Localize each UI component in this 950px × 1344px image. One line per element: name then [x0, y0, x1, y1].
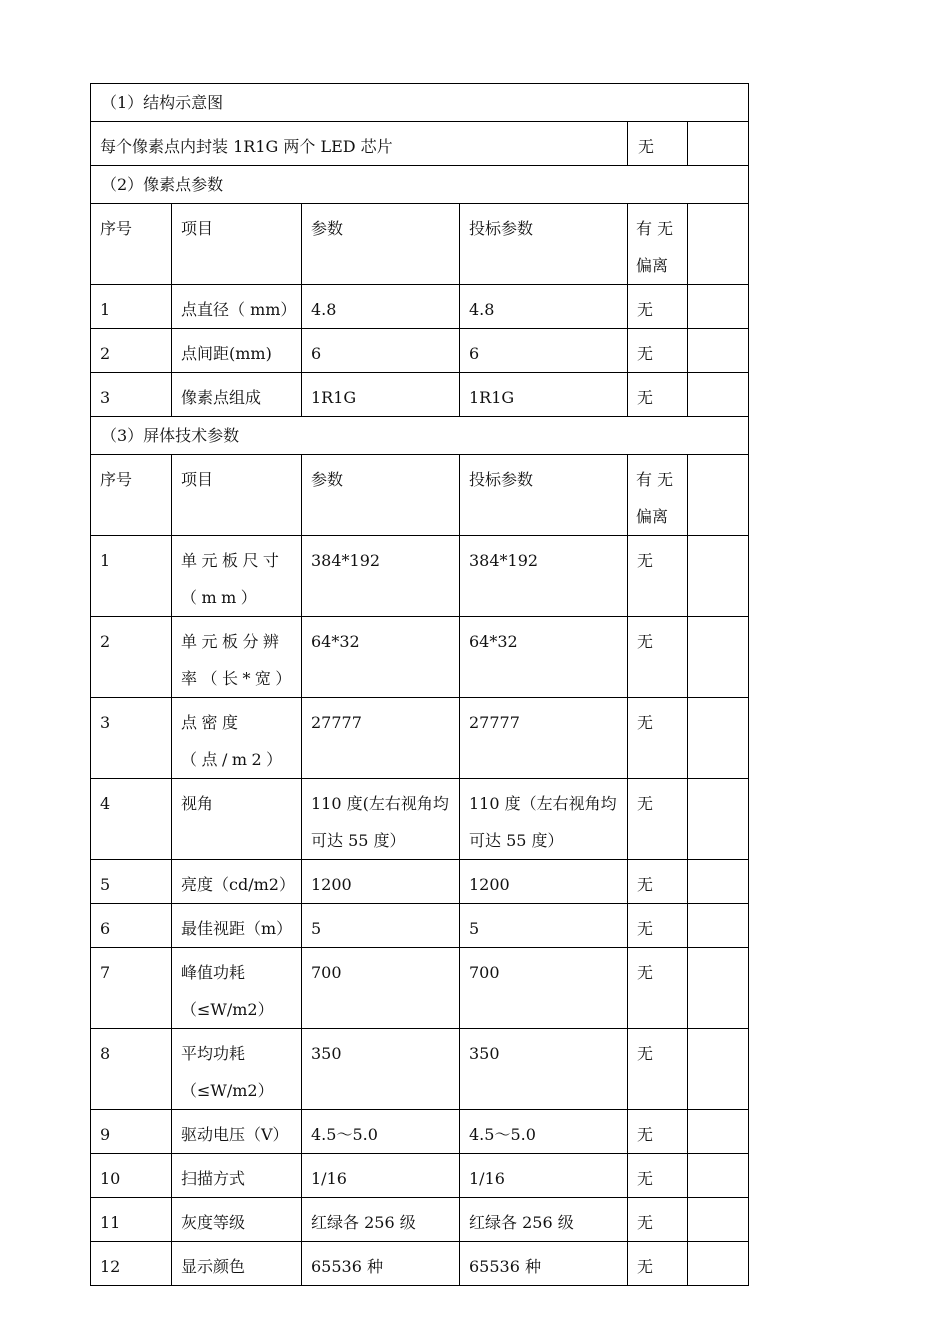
cell-index: 2: [91, 329, 172, 373]
table-row: [91, 1198, 749, 1242]
section1-title: （1）结构示意图: [91, 84, 749, 122]
cell-item: 灰度等级: [172, 1198, 302, 1242]
cell-bid-param: 65536 种: [460, 1242, 628, 1286]
cell-deviation: 无: [628, 329, 688, 373]
header-bid-param: 投标参数: [460, 455, 628, 536]
cell-deviation: 无: [628, 536, 688, 617]
cell-index: 2: [91, 617, 172, 698]
empty-cell: [688, 1242, 749, 1286]
cell-bid-param: 64*32: [460, 617, 628, 698]
cell-deviation: 无: [628, 779, 688, 860]
table-row: [91, 329, 749, 373]
cell-item: 像素点组成: [172, 373, 302, 417]
section1-deviation: 无: [628, 122, 688, 166]
empty-cell: [688, 285, 749, 329]
cell-param: 1/16: [302, 1154, 460, 1198]
cell-param: 1200: [302, 860, 460, 904]
header-index: 序号: [91, 455, 172, 536]
empty-cell: [688, 455, 749, 536]
empty-cell: [688, 122, 749, 166]
cell-item: 点间距(mm): [172, 329, 302, 373]
cell-param: 110 度(左右视角均可达 55 度）: [302, 779, 460, 860]
cell-item: 显示颜色: [172, 1242, 302, 1286]
empty-cell: [688, 373, 749, 417]
cell-param: 64*32: [302, 617, 460, 698]
cell-bid-param: 5: [460, 904, 628, 948]
cell-index: 3: [91, 698, 172, 779]
cell-param: 4.5～5.0: [302, 1110, 460, 1154]
cell-index: 7: [91, 948, 172, 1029]
cell-param: 5: [302, 904, 460, 948]
cell-param: 红绿各 256 级: [302, 1198, 460, 1242]
table-row: [91, 373, 749, 417]
cell-bid-param: 350: [460, 1029, 628, 1110]
cell-deviation: 无: [628, 860, 688, 904]
cell-index: 4: [91, 779, 172, 860]
header-param: 参数: [302, 204, 460, 285]
cell-param: 1R1G: [302, 373, 460, 417]
cell-param: 4.8: [302, 285, 460, 329]
cell-item: 最佳视距（m）: [172, 904, 302, 948]
cell-deviation: 无: [628, 1198, 688, 1242]
cell-bid-param: 4.8: [460, 285, 628, 329]
header-item: 项目: [172, 204, 302, 285]
header-deviation: 有 无偏离: [628, 204, 688, 285]
empty-cell: [688, 1154, 749, 1198]
cell-param: 350: [302, 1029, 460, 1110]
table-row: [91, 1154, 749, 1198]
cell-item: 平均功耗（≤W/m2）: [172, 1029, 302, 1110]
table-row: [91, 948, 749, 1029]
cell-item: 亮度（cd/m2）: [172, 860, 302, 904]
spec-table: [90, 83, 749, 1286]
table-row: [91, 617, 749, 698]
cell-index: 6: [91, 904, 172, 948]
cell-index: 9: [91, 1110, 172, 1154]
table-header-row: [91, 204, 749, 285]
empty-cell: [688, 617, 749, 698]
cell-bid-param: 4.5～5.0: [460, 1110, 628, 1154]
cell-deviation: 无: [628, 698, 688, 779]
cell-index: 12: [91, 1242, 172, 1286]
table-row: [91, 860, 749, 904]
empty-cell: [688, 948, 749, 1029]
cell-bid-param: 384*192: [460, 536, 628, 617]
cell-deviation: 无: [628, 948, 688, 1029]
cell-bid-param: 27777: [460, 698, 628, 779]
cell-item: 点密度（点/m2）: [172, 698, 302, 779]
cell-item: 视角: [172, 779, 302, 860]
cell-bid-param: 110 度（左右视角均可达 55 度）: [460, 779, 628, 860]
cell-param: 384*192: [302, 536, 460, 617]
empty-cell: [688, 1029, 749, 1110]
empty-cell: [688, 204, 749, 285]
section3-title: （3）屏体技术参数: [91, 417, 749, 455]
cell-deviation: 无: [628, 617, 688, 698]
header-index: 序号: [91, 204, 172, 285]
cell-deviation: 无: [628, 1110, 688, 1154]
empty-cell: [688, 860, 749, 904]
table-row: [91, 1110, 749, 1154]
table-row: [91, 698, 749, 779]
empty-cell: [688, 1110, 749, 1154]
table-row: [91, 285, 749, 329]
header-param: 参数: [302, 455, 460, 536]
cell-item: 单元板分辨率（长*宽）: [172, 617, 302, 698]
empty-cell: [688, 329, 749, 373]
cell-index: 8: [91, 1029, 172, 1110]
header-bid-param: 投标参数: [460, 204, 628, 285]
cell-index: 11: [91, 1198, 172, 1242]
cell-param: 6: [302, 329, 460, 373]
table-header-row: [91, 455, 749, 536]
cell-param: 27777: [302, 698, 460, 779]
cell-index: 1: [91, 285, 172, 329]
cell-index: 1: [91, 536, 172, 617]
cell-deviation: 无: [628, 1029, 688, 1110]
cell-item: 点直径（ mm）: [172, 285, 302, 329]
table-row: [91, 779, 749, 860]
cell-param: 65536 种: [302, 1242, 460, 1286]
cell-item: 扫描方式: [172, 1154, 302, 1198]
header-item: 项目: [172, 455, 302, 536]
cell-bid-param: 6: [460, 329, 628, 373]
cell-index: 3: [91, 373, 172, 417]
table-row: [91, 1029, 749, 1110]
cell-bid-param: 1200: [460, 860, 628, 904]
header-deviation: 有 无偏离: [628, 455, 688, 536]
cell-deviation: 无: [628, 1154, 688, 1198]
table-row: [91, 904, 749, 948]
cell-item: 峰值功耗（≤W/m2）: [172, 948, 302, 1029]
cell-param: 700: [302, 948, 460, 1029]
empty-cell: [688, 779, 749, 860]
table-row: [91, 1242, 749, 1286]
empty-cell: [688, 536, 749, 617]
cell-bid-param: 700: [460, 948, 628, 1029]
cell-deviation: 无: [628, 373, 688, 417]
cell-deviation: 无: [628, 285, 688, 329]
cell-bid-param: 红绿各 256 级: [460, 1198, 628, 1242]
empty-cell: [688, 1198, 749, 1242]
section2-title: （2）像素点参数: [91, 166, 749, 204]
cell-item: 单元板尺寸（mm）: [172, 536, 302, 617]
cell-deviation: 无: [628, 1242, 688, 1286]
empty-cell: [688, 904, 749, 948]
cell-index: 5: [91, 860, 172, 904]
empty-cell: [688, 698, 749, 779]
cell-index: 10: [91, 1154, 172, 1198]
cell-bid-param: 1R1G: [460, 373, 628, 417]
table-row: [91, 536, 749, 617]
cell-item: 驱动电压（V）: [172, 1110, 302, 1154]
section1-description: 每个像素点内封装 1R1G 两个 LED 芯片: [91, 122, 628, 166]
cell-bid-param: 1/16: [460, 1154, 628, 1198]
cell-deviation: 无: [628, 904, 688, 948]
